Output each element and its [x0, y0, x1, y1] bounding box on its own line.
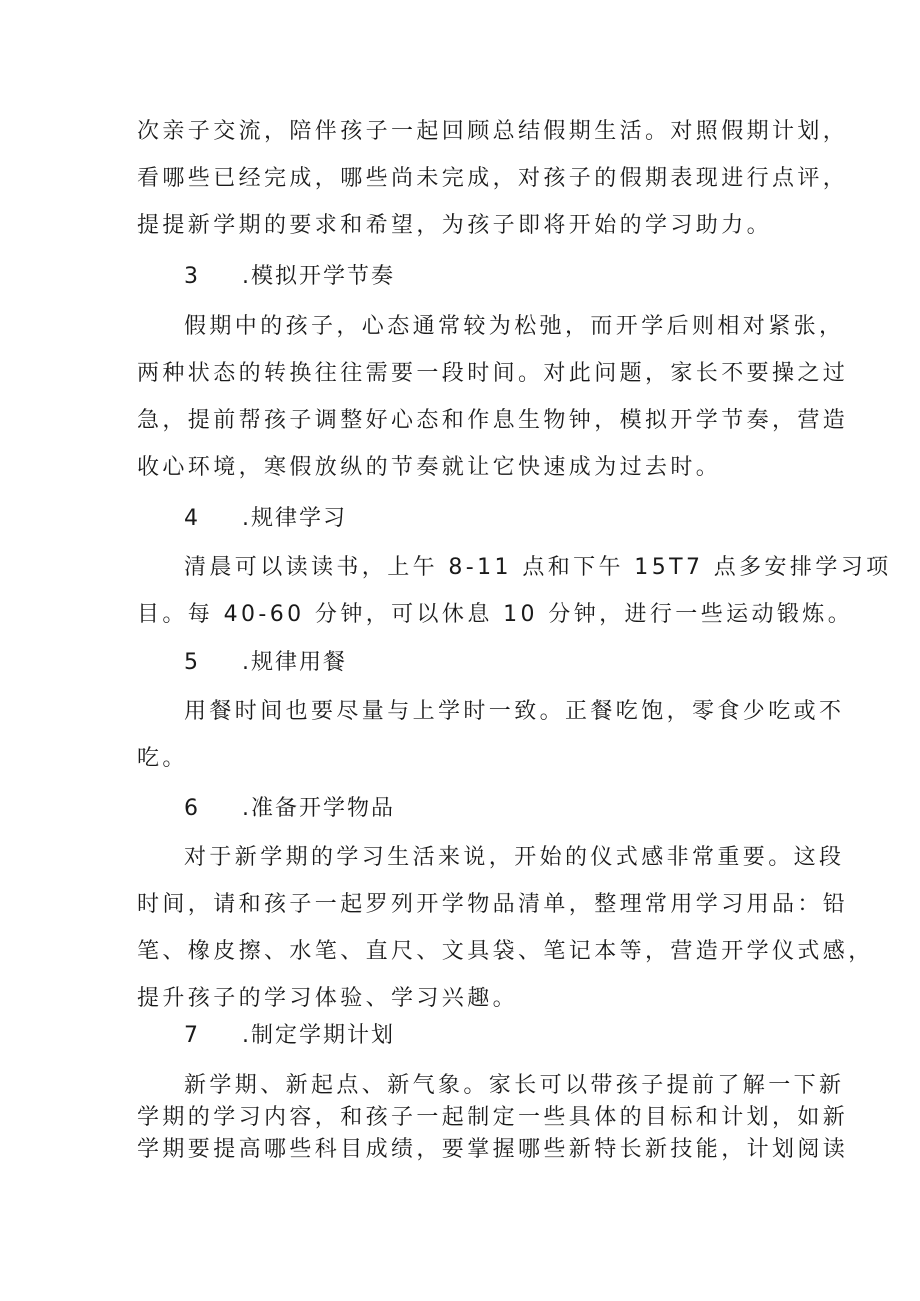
intro-line-2: 看哪些已经完成，哪些尚未完成，对孩子的假期表现进行点评， — [137, 166, 849, 191]
section-4-heading — [184, 504, 347, 534]
section-6-line-1: 对于新学期的学习生活来说，开始的仪式感非常重要。这段 — [184, 845, 845, 870]
section-6-line-3: 笔、橡皮擦、水笔、直尺、文具袋、笔记本等，营造开学仪式感， — [137, 939, 874, 964]
intro-line-3: 提提新学期的要求和希望，为孩子即将开始的学习助力。 — [137, 213, 773, 238]
section-7-line-1: 新学期、新起点、新气象。家长可以带孩子提前了解一下新 — [184, 1073, 845, 1098]
section-7-line-3: 学期要提高哪些科目成绩，要掌握哪些新特长新技能，计划阅读 — [137, 1137, 849, 1162]
section-7-title: .制定学期计划 — [242, 1023, 395, 1048]
section-6-heading — [184, 794, 395, 824]
section-3-number: 3 — [184, 264, 198, 289]
section-3-line-2: 两种状态的转换往往需要一段时间。对此问题，家长不要操之过 — [137, 361, 849, 386]
section-7-heading — [184, 1021, 395, 1051]
section-6-line-4: 提升孩子的学习体验、学习兴趣。 — [137, 986, 519, 1011]
section-4-number: 4 — [184, 506, 198, 531]
section-4-line-1: 清晨可以读读书，上午 8-11 点和下午 15T7 点多安排学习项 — [184, 555, 892, 580]
section-3-line-3: 急，提前帮孩子调整好心态和作息生物钟，模拟开学节奏，营造 — [137, 408, 849, 433]
section-5-line-2: 吃。 — [137, 746, 188, 771]
section-7-number: 7 — [184, 1023, 198, 1048]
section-3-title: .模拟开学节奏 — [242, 264, 395, 289]
section-3-line-4: 收心环境，寒假放纵的节奏就让它快速成为过去时。 — [137, 455, 722, 480]
section-4-line-2: 目。每 40-60 分钟，可以休息 10 分钟，进行一些运动锻炼。 — [137, 602, 854, 627]
section-5-line-1: 用餐时间也要尽量与上学时一致。正餐吃饱，零食少吃或不 — [184, 699, 845, 724]
section-3-heading — [184, 262, 395, 292]
section-7-line-2: 学期的学习内容，和孩子一起制定一些具体的目标和计划，如新 — [137, 1105, 849, 1130]
section-5-heading — [184, 648, 347, 678]
section-4-title: .规律学习 — [242, 506, 347, 531]
section-6-number: 6 — [184, 796, 198, 821]
section-6-title: .准备开学物品 — [242, 796, 395, 821]
section-6-line-2: 时间，请和孩子一起罗列开学物品清单，整理常用学习用品：铅 — [137, 892, 849, 917]
section-5-title: .规律用餐 — [242, 650, 347, 675]
intro-line-1: 次亲子交流，陪伴孩子一起回顾总结假期生活。对照假期计划， — [137, 119, 849, 144]
section-3-line-1: 假期中的孩子，心态通常较为松弛，而开学后则相对紧张， — [184, 314, 845, 339]
section-5-number: 5 — [184, 650, 198, 675]
